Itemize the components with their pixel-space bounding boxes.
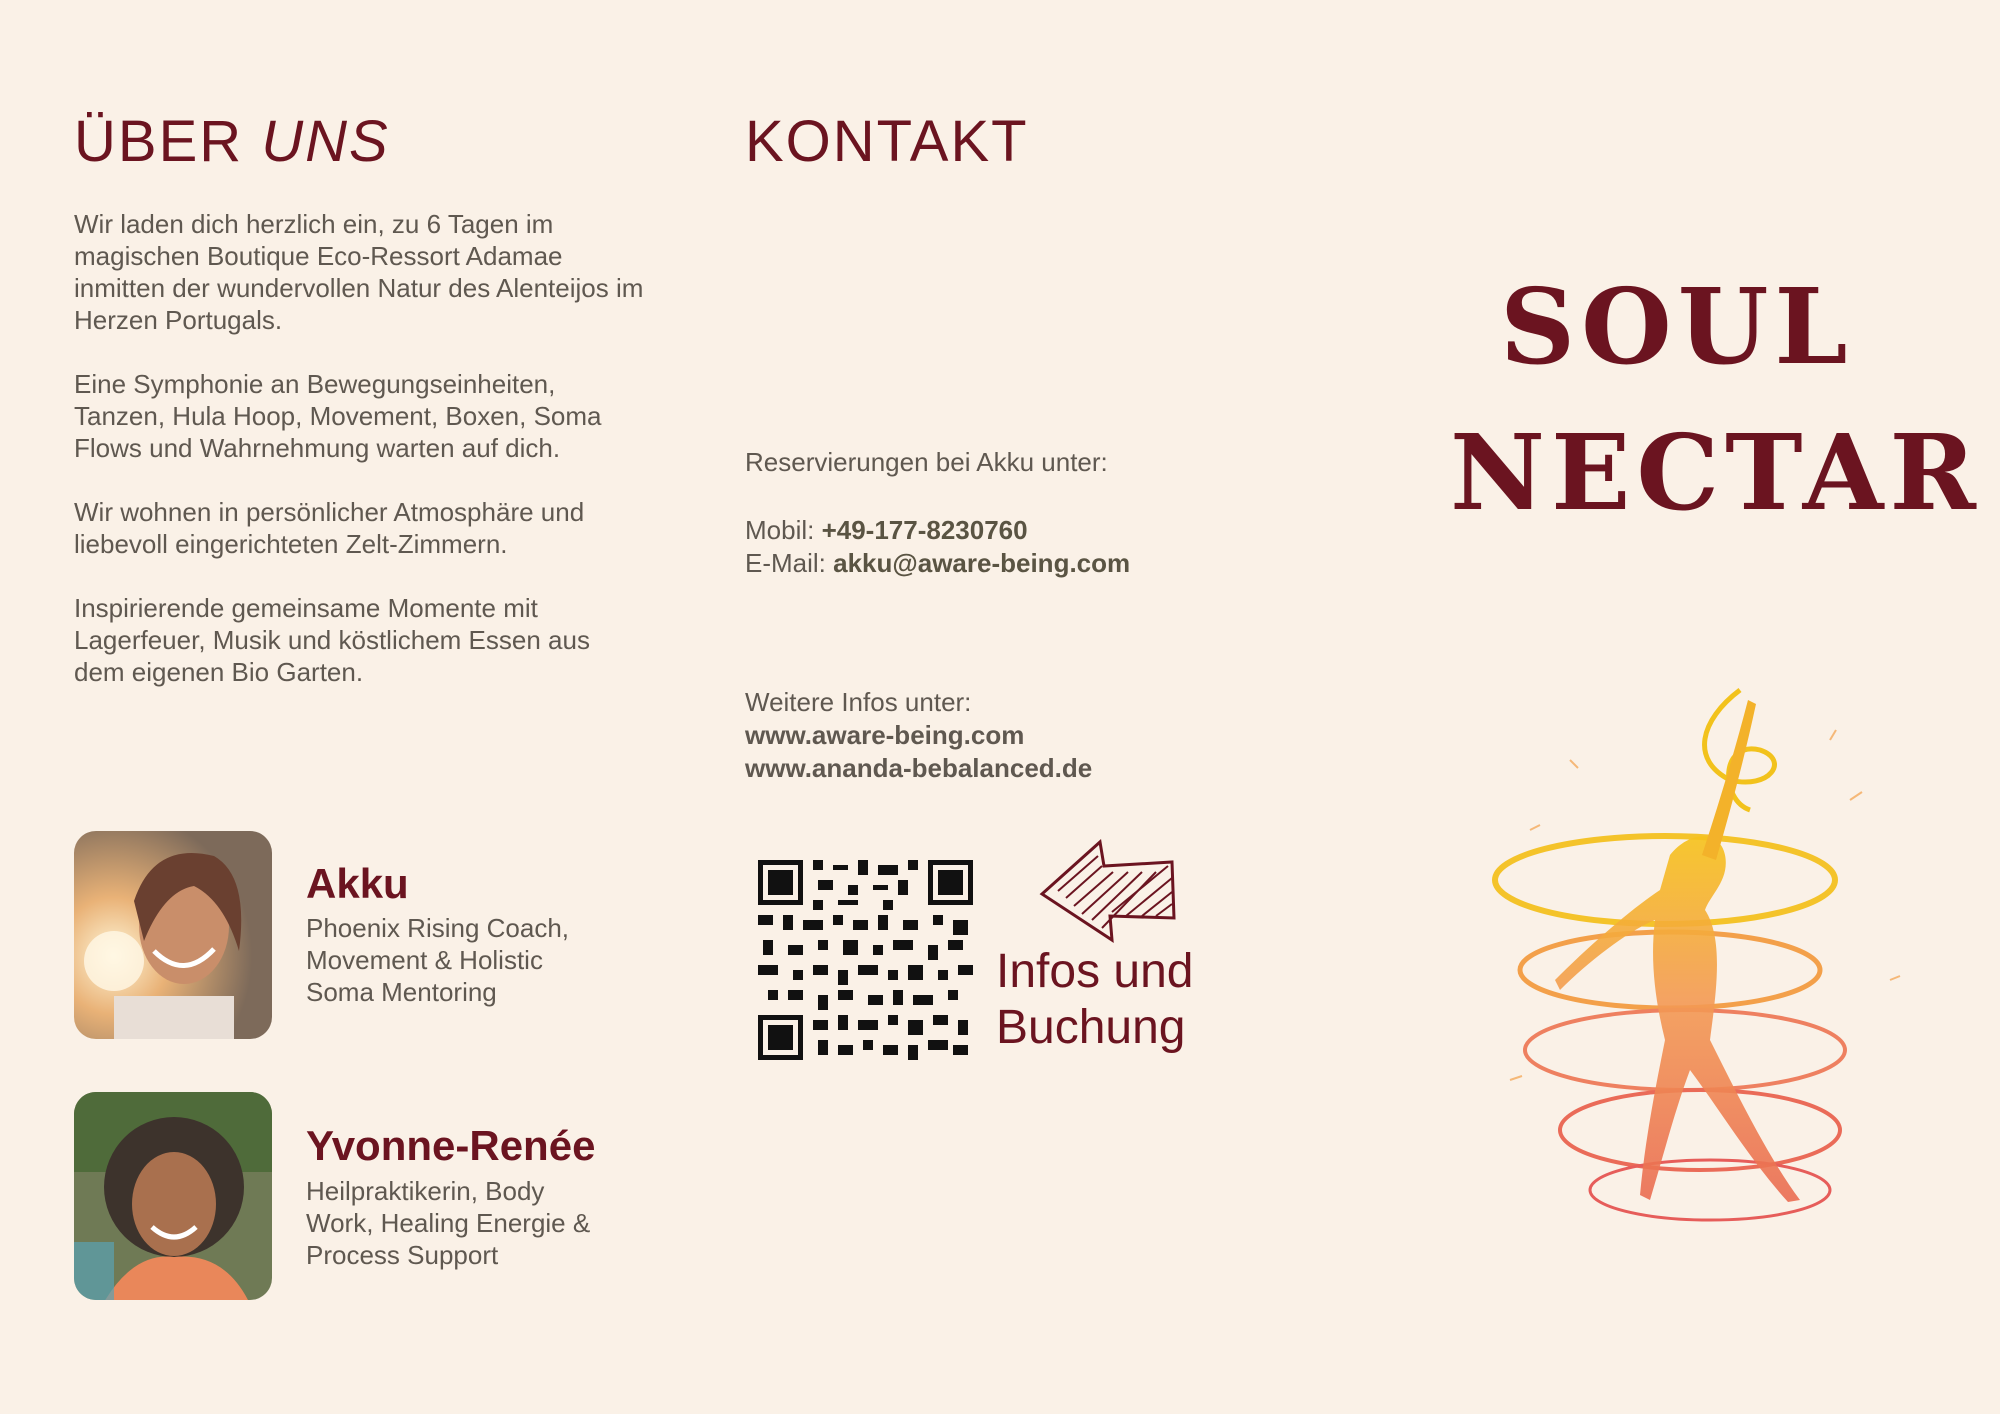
infos-booking-label[interactable]: Infos und Buchung (996, 945, 1194, 1054)
qr-code-icon[interactable] (758, 860, 973, 1060)
contact-title: KONTAKT (745, 109, 1029, 174)
mobile-line (745, 514, 1028, 547)
avatar-yvonne (74, 1092, 272, 1300)
person-name-yvonne: Yvonne-Renée (306, 1122, 596, 1169)
about-title (74, 108, 390, 175)
about-paragraph-2: Eine Symphonie an Bewegungseinheiten, Tanzen, Hula Hoop, Movement, Boxen, Soma Flows und Wahrnehmung warten auf dich. (74, 369, 602, 463)
dancer-with-ribbon-illustration (1470, 680, 1940, 1240)
about-title-main: ÜBER (74, 109, 244, 174)
about-paragraph-4: Inspirierende gemeinsame Momente mit Lagerfeuer, Musik und köstlichem Essen aus dem eigenen Bio Garten. (74, 593, 590, 687)
about-title-italic: UNS (261, 109, 390, 174)
more-info-text: Weitere Infos unter: (745, 687, 972, 717)
person-name-akku: Akku (306, 860, 409, 907)
website-link-1[interactable]: www.aware-being.com (745, 720, 1025, 750)
portrait-photo-icon (74, 1092, 272, 1300)
person-role-yvonne: Heilpraktikerin, Body Work, Healing Energie & Process Support (306, 1176, 591, 1270)
brand-title-line-2: NECTAR (1450, 411, 1982, 534)
about-paragraph-1: Wir laden dich herzlich ein, zu 6 Tagen im magischen Boutique Eco-Ressort Adamae inmitten der wundervollen Natur des Alenteijos im Herzen Portugals. (74, 209, 644, 335)
email-line (745, 547, 1130, 580)
brand-title-line-1: SOUL (1500, 265, 1854, 388)
about-text (74, 208, 644, 720)
person-role-akku: Phoenix Rising Coach, Movement & Holistic Soma Mentoring (306, 913, 570, 1007)
hand-drawn-arrow-left-icon (1038, 836, 1178, 946)
reservation-text: Reservierungen bei Akku unter: (745, 447, 1108, 477)
avatar-akku (74, 831, 272, 1039)
email-link[interactable]: akku@aware-being.com (833, 548, 1131, 578)
mobile-number[interactable]: +49-177-8230760 (821, 515, 1028, 545)
website-link-2[interactable]: www.ananda-bebalanced.de (745, 753, 1093, 783)
mobile-label: Mobil: (745, 515, 822, 545)
email-label: E-Mail: (745, 548, 834, 578)
portrait-photo-icon (74, 831, 272, 1039)
about-paragraph-3: Wir wohnen in persönlicher Atmosphäre und liebevoll eingerichteten Zelt-Zimmern. (74, 497, 585, 559)
